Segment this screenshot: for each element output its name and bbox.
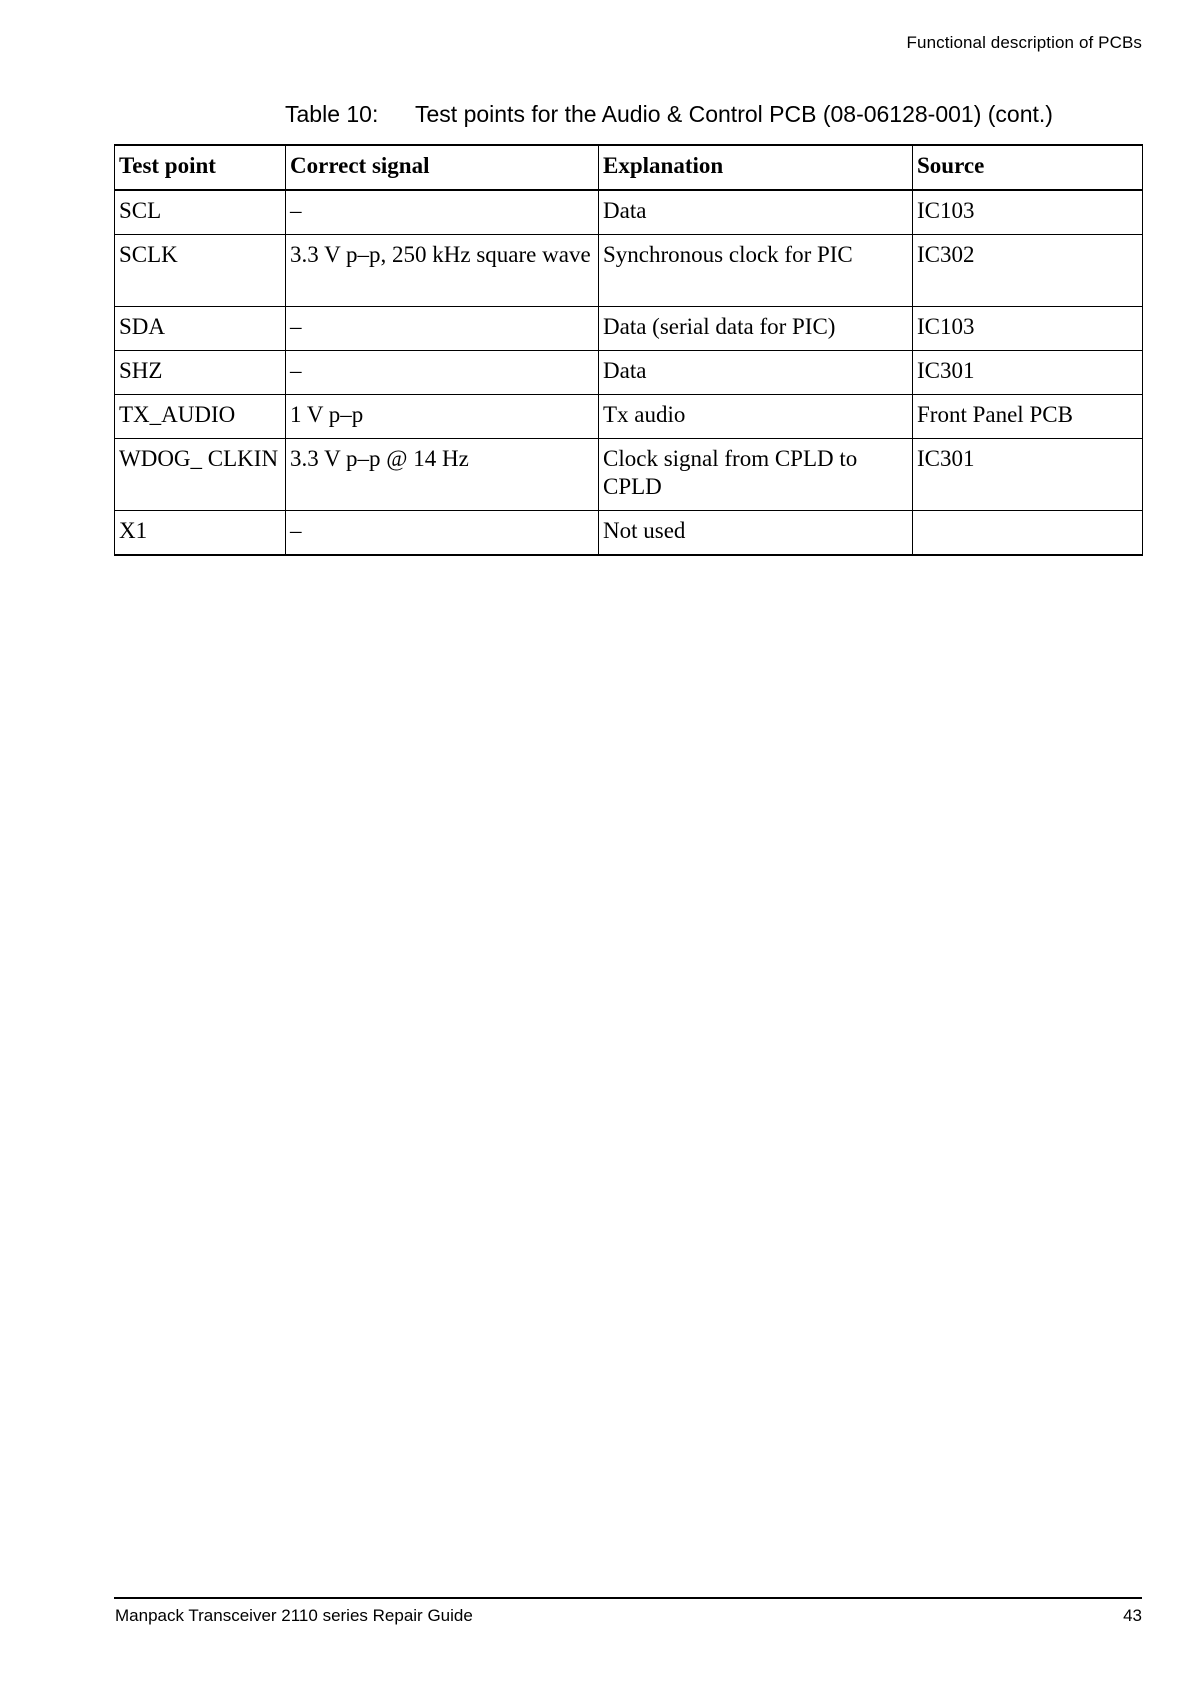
footer-divider	[114, 1597, 1142, 1599]
cell-correct-signal: –	[286, 351, 599, 395]
column-header-explanation: Explanation	[599, 145, 913, 190]
running-header: Functional description of PCBs	[906, 33, 1142, 52]
cell-test-point: SCLK	[115, 235, 286, 307]
footer-page-number: 43	[1123, 1606, 1142, 1625]
cell-correct-signal: 3.3 V p–p @ 14 Hz	[286, 439, 599, 511]
cell-test-point: WDOG_ CLKIN	[115, 439, 286, 511]
cell-test-point: SCL	[115, 190, 286, 235]
cell-test-point: X1	[115, 511, 286, 556]
cell-source: IC103	[913, 307, 1143, 351]
table-row	[115, 190, 1143, 235]
cell-correct-signal: 3.3 V p–p, 250 kHz square wave	[286, 235, 599, 307]
column-header-test-point: Test point	[115, 145, 286, 190]
cell-source: IC301	[913, 439, 1143, 511]
cell-explanation: Clock signal from CPLD to CPLD	[599, 439, 913, 511]
cell-explanation: Data (serial data for PIC)	[599, 307, 913, 351]
cell-correct-signal: –	[286, 511, 599, 556]
column-header-correct-signal: Correct signal	[286, 145, 599, 190]
cell-test-point: SHZ	[115, 351, 286, 395]
cell-correct-signal: –	[286, 190, 599, 235]
cell-test-point: SDA	[115, 307, 286, 351]
table-row	[115, 511, 1143, 556]
cell-correct-signal: –	[286, 307, 599, 351]
cell-source: IC103	[913, 190, 1143, 235]
cell-source: IC302	[913, 235, 1143, 307]
footer-document-title: Manpack Transceiver 2110 series Repair Guide	[115, 1606, 473, 1625]
cell-explanation: Not used	[599, 511, 913, 556]
column-header-source: Source	[913, 145, 1143, 190]
table-caption-title: Test points for the Audio & Control PCB (08-06128-001) (cont.)	[415, 101, 1053, 127]
cell-source: Front Panel PCB	[913, 395, 1143, 439]
cell-explanation: Data	[599, 351, 913, 395]
table-caption	[285, 101, 1053, 128]
table-row	[115, 351, 1143, 395]
table-row	[115, 307, 1143, 351]
cell-source: IC301	[913, 351, 1143, 395]
cell-correct-signal: 1 V p–p	[286, 395, 599, 439]
cell-explanation: Tx audio	[599, 395, 913, 439]
cell-explanation: Data	[599, 190, 913, 235]
table-header-row	[115, 145, 1143, 190]
cell-source	[913, 511, 1143, 556]
table-row	[115, 235, 1143, 307]
cell-test-point: TX_AUDIO	[115, 395, 286, 439]
cell-explanation: Synchronous clock for PIC	[599, 235, 913, 307]
table-row	[115, 439, 1143, 511]
table-row	[115, 395, 1143, 439]
table-caption-label: Table 10:	[285, 101, 379, 127]
test-points-table	[114, 144, 1143, 556]
